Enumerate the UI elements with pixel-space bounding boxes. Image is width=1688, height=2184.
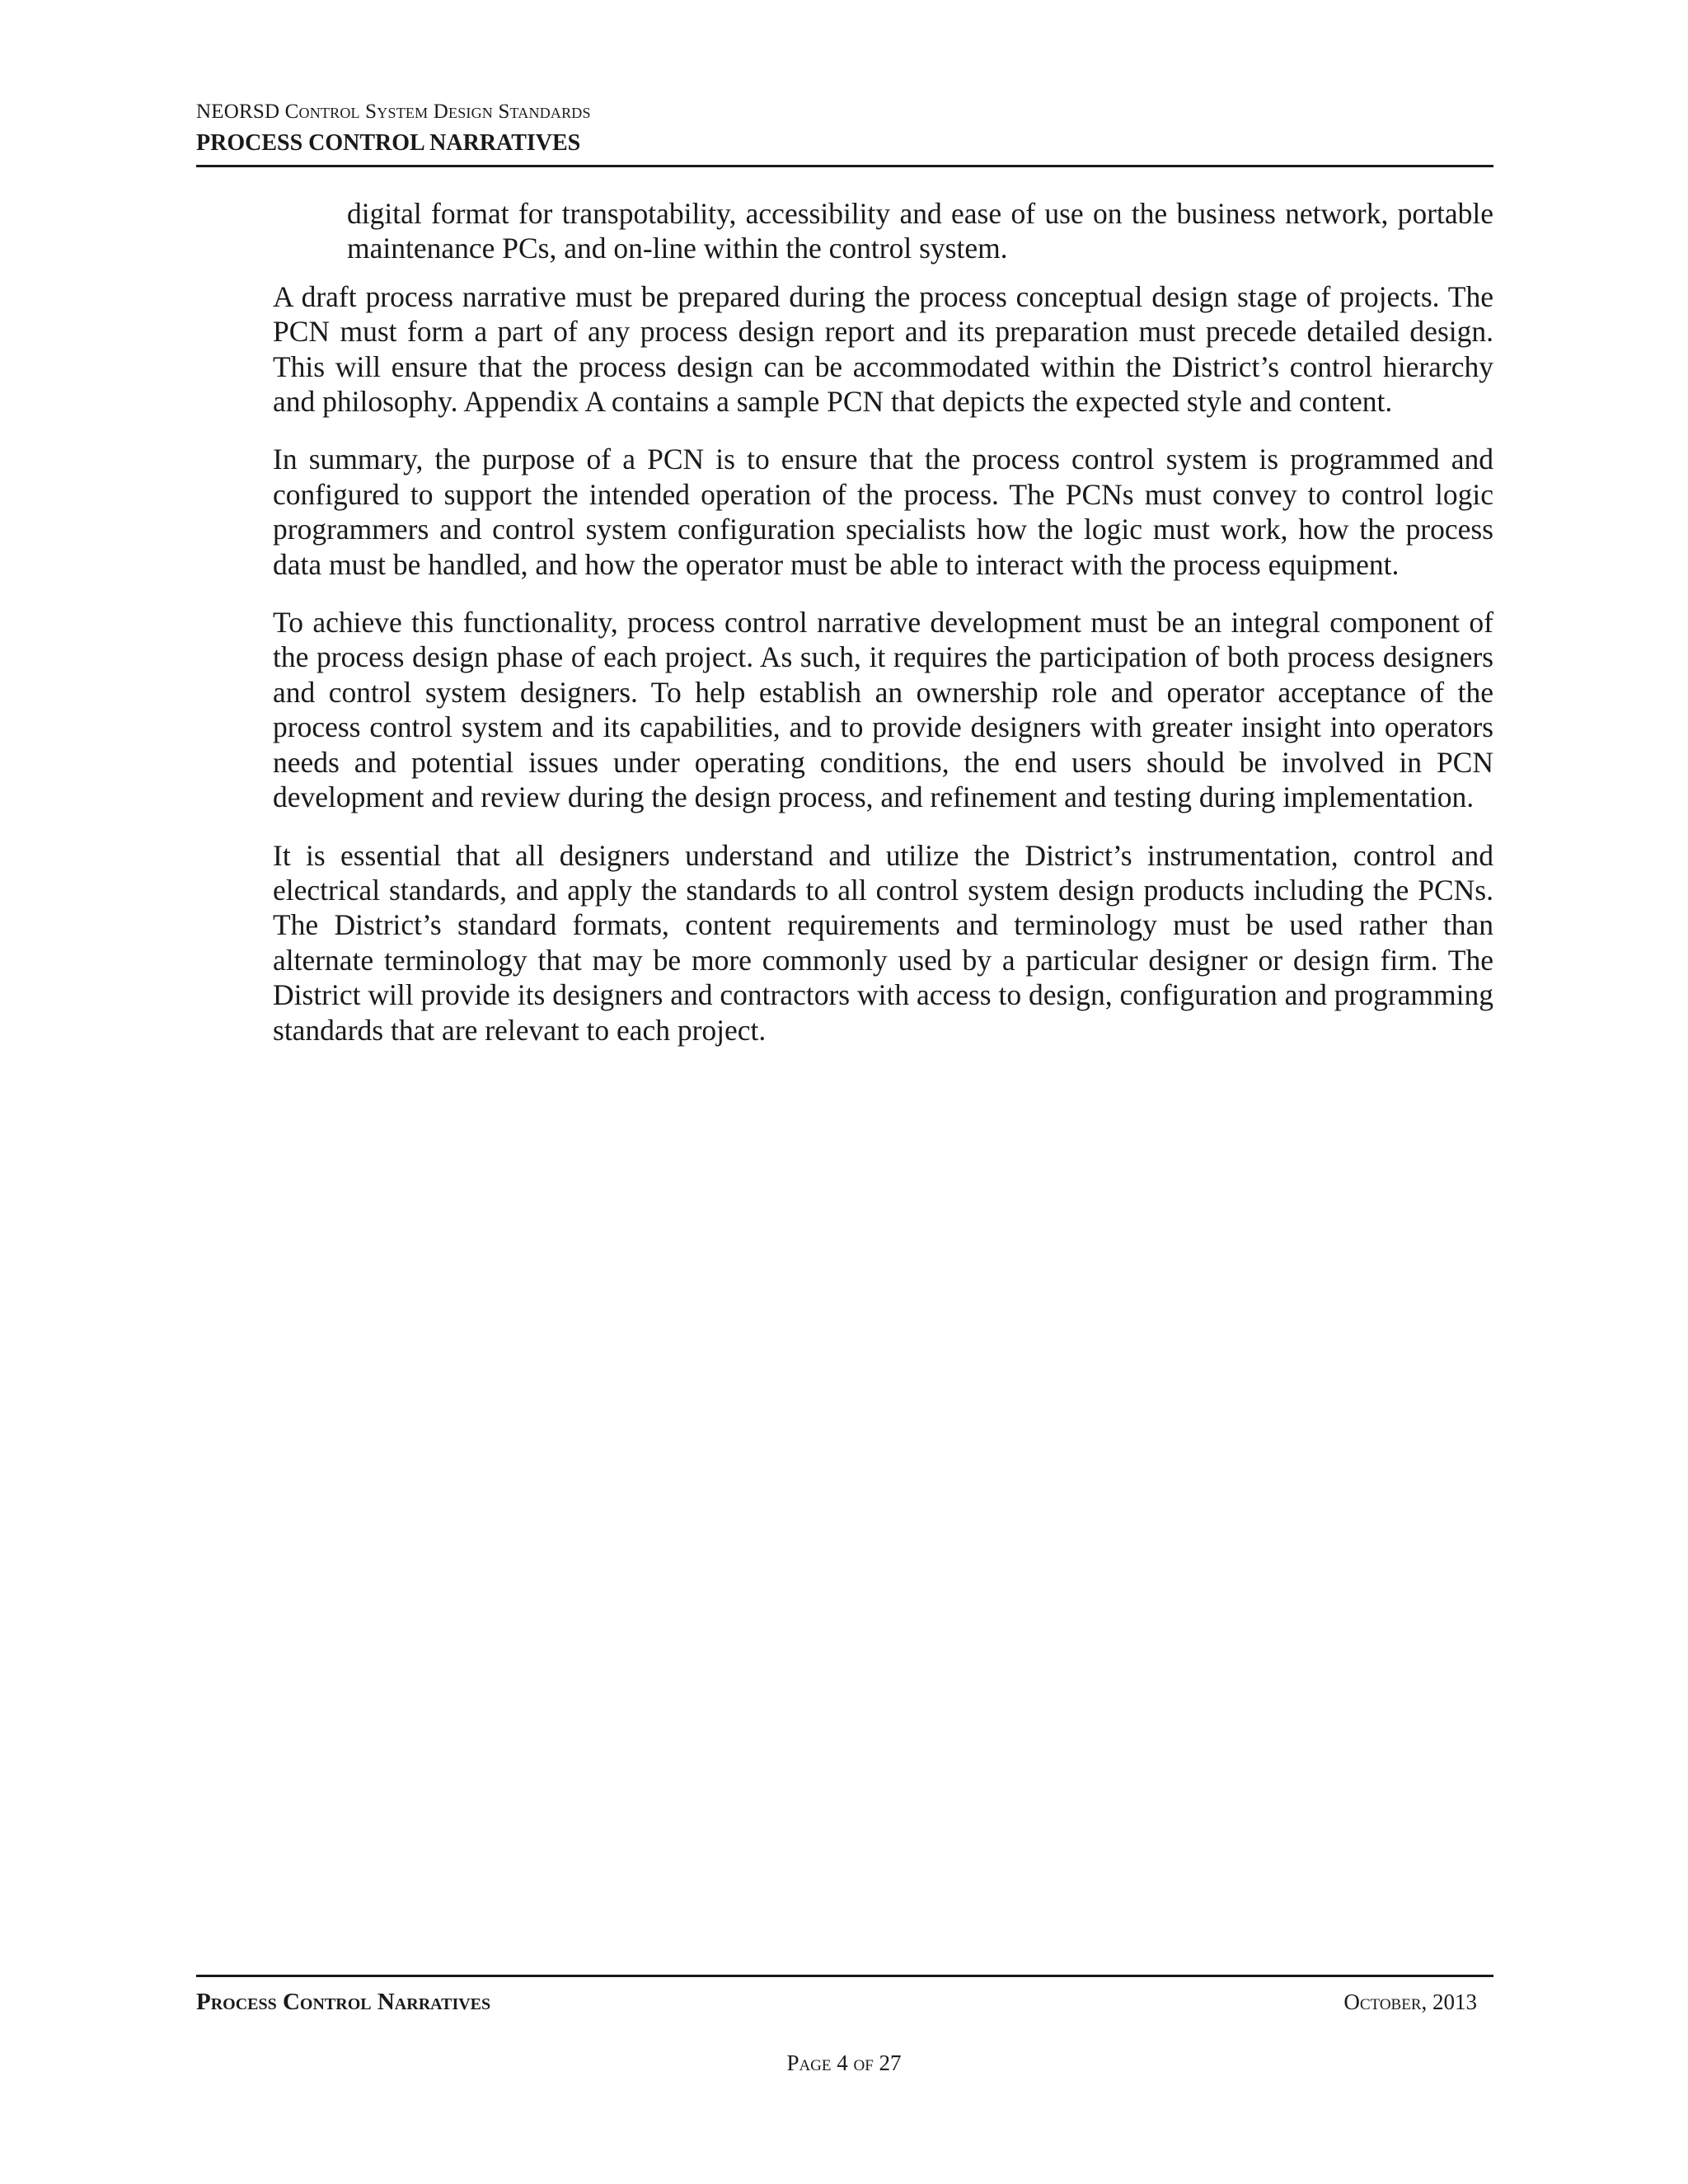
page-header <box>196 97 1493 167</box>
paragraph-draft-narrative: A draft process narrative must be prepared during the process conceptual design stage of projects. The PCN must form a part of any process design report and its preparation must precede detailed design. This will ensure that the process design can be accommodated within the District’s control hierarchy and philosophy. Appendix A contains a sample PCN that depicts the expected style and content. <box>273 279 1493 419</box>
page-number: Page 4 of 27 <box>786 2050 902 2075</box>
page-footer <box>196 1975 1493 2016</box>
document-title: PROCESS CONTROL NARRATIVES <box>196 130 581 156</box>
paragraph-summary: In summary, the purpose of a PCN is to ensure that the process control system is programmed and configured to support the intended operation of the process. The PCNs must convey to control logic programmers and control system configuration specialists how the logic must work, how the process data must be handled, and how the operator must be able to interact with the process equipment. <box>273 443 1493 581</box>
paragraph-functionality: To achieve this functionality, process control narrative development must be an integral component of the process design phase of each project. As such, it requires the participation of both process designers and control system designers. To help establish an ownership role and operator acceptance of the process control system and its capabilities, and to provide designers with greater insight into operators needs and potential issues under operating conditions, the end users should be involved in PCN development and review during the design process, and refinement and testing during implementation. <box>273 606 1493 814</box>
document-series-title: NEORSD Control System Design Standards <box>196 101 591 123</box>
body-text <box>273 196 1493 1071</box>
paragraph-standards: It is essential that all designers understand and utilize the District’s instrumentation, control and electrical standards, and apply the standards to all control system design products including the PCNs. The District’s standard formats, content requirements and terminology must be used rather than alternate terminology that may be more commonly used by a particular designer or design firm. The District will provide its designers and contractors with access to design, configuration and programming standards that are relevant to each project. <box>273 838 1493 1047</box>
footer-document-title: Process Control Narratives <box>196 1989 491 2015</box>
continuation-paragraph: digital format for transpotability, accessibility and ease of use on the business network, portable maintenance PCs, and on-line within the control system. <box>347 197 1493 265</box>
footer-date: October, 2013 <box>1343 1990 1477 2014</box>
